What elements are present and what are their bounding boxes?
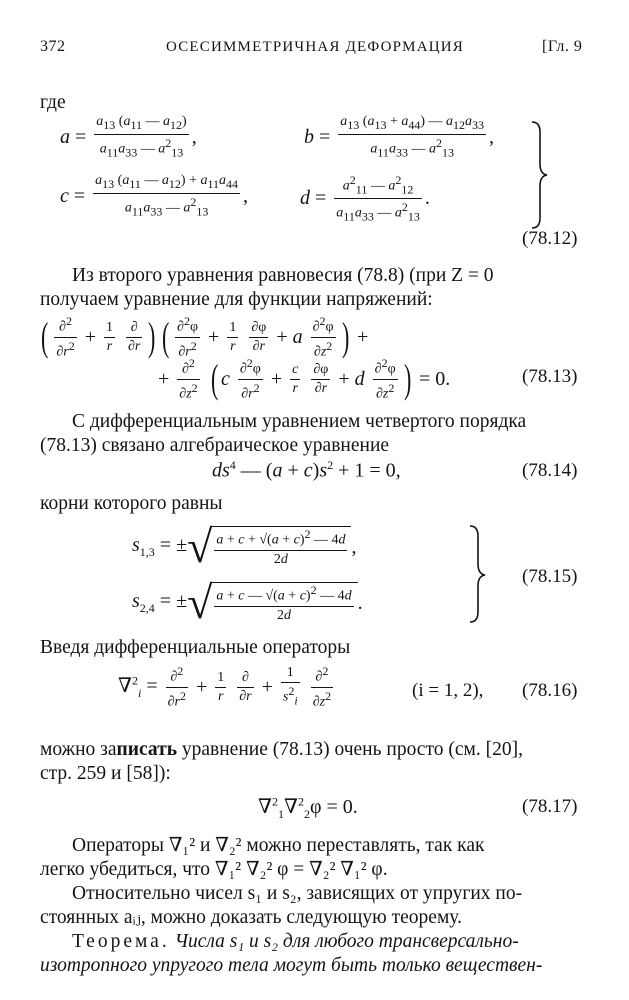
paragraph-line: Операторы ∇₁² и ∇₂² можно переставлять, так как — [72, 835, 485, 856]
right-brace-78-12 — [530, 120, 550, 230]
formula-78-15-s24: $s_{2,4}$ = ±√ $\frac{a + c — √(a + c)^2 — 4d}{2d}$ . — [132, 577, 363, 628]
chapter-label: [Гл. 9 — [542, 38, 583, 55]
formula-78-13-line2: + $\frac{\partial^2}{\partial z^2}$ ( c $\frac{\partial^2\varphi}{\partial r^2}$ + $\frac{c}{r}$ $\frac{\partial\varphi}{\partial r}$ + d $\frac{\partial^2\varphi}{\partial z^2}$ ) = 0. — [158, 356, 451, 402]
running-title: ОСЕСИММЕТРИЧНАЯ ДЕФОРМАЦИЯ — [166, 39, 465, 55]
formula-78-15-s13: $s_{1,3}$ = ±√ $\frac{a + c + √(a + c)^2 — 4d}{2d}$ , — [132, 521, 357, 572]
theorem-label: Теорема. — [72, 931, 170, 952]
theorem-line: изотропного упругого тела могут быть только веществен- — [40, 955, 543, 976]
condition-78-16: (i = 1, 2), — [412, 680, 484, 701]
eq-number-78-13: (78.13) — [522, 366, 578, 387]
formula-d: d = $\frac{a^2_{11} — a^2_{12}}{a_{11}a_{33} — a^2_{13}}$ . — [300, 173, 430, 224]
text-run: уравнение (78.13) очень просто (см. [20], — [177, 739, 523, 760]
formula-78-17: ∇$^2_1$∇$^2_2$φ = 0. — [258, 794, 358, 821]
eq-number-78-17: (78.17) — [522, 796, 578, 817]
eq-number-78-16: (78.16) — [522, 680, 578, 701]
formula-78-13-line1: ( $\frac{\partial^2}{\partial r^2}$ + $\frac{1}{r}$ $\frac{\partial}{\partial r}$ ) ( $\frac{\partial^2\varphi}{\partial r^2}$ + $\frac{1}{r}$ $\frac{\partial\varphi}{\partial r}$ + a $\frac{\partial^2\varphi}{\partial z^2}$ ) + — [40, 314, 369, 360]
paragraph-line — [40, 738, 523, 762]
paragraph-line: (78.13) связано алгебраическое уравнение — [40, 435, 390, 456]
text-run: можно за — [40, 739, 117, 760]
paragraph-line: получаем уравнение для функции напряжений: — [40, 289, 433, 310]
right-brace-78-15 — [468, 524, 488, 624]
paragraph-line: легко убедиться, что ∇₁² ∇₂² φ = ∇₂² ∇₁² φ. — [40, 859, 388, 880]
paragraph-line: С дифференциальным уравнением четвертого порядка — [72, 411, 527, 432]
word-gde: где — [40, 92, 66, 113]
eq-number-78-14: (78.14) — [522, 460, 578, 481]
formula-a: a = $\frac{a_{13} (a_{11} — a_{12})}{a_{11}a_{33} — a^2_{13}}$ , — [60, 114, 197, 160]
eq-number-78-12: (78.12) — [522, 228, 578, 249]
theorem-text: Числа s₁ и s₂ для любого трансверсально- — [174, 931, 519, 952]
text-run-bold: писать — [116, 739, 177, 760]
formula-78-16: ∇$^2_i$ = $\frac{\partial^2}{\partial r^2}$ + $\frac{1}{r}$ $\frac{\partial}{\partial r}$ + $\frac{1}{s^2_i}$ $\frac{\partial^2}{\partial z^2}$ — [118, 664, 332, 710]
page-number: 372 — [40, 38, 66, 55]
paragraph-line: Из второго уравнения равновесия (78.8) (при Z = 0 — [72, 265, 494, 286]
eq-number-78-15: (78.15) — [522, 566, 578, 587]
paragraph-line: стоянных aᵢⱼ, можно доказать следующую теорему. — [40, 907, 462, 928]
formula-c: c = $\frac{a_{13} (a_{11} — a_{12}) + a_{11}a_{44}}{a_{11}a_{33} — a^2_{13}}$ , — [60, 173, 249, 219]
paragraph-line: Относительно чисел s₁ и s₂, зависящих от упругих по- — [72, 883, 523, 904]
formula-b: b = $\frac{a_{13} (a_{13} + a_{44}) — a_{12}a_{33}}{a_{11}a_{33} — a^2_{13}}$ , — [304, 114, 495, 160]
paragraph-line: корни которого равны — [40, 493, 223, 514]
paragraph-line: стр. 259 и [58]): — [40, 763, 171, 784]
formula-78-14: $ds^4$ — $(a + c)s^2 + 1 = 0$, — [212, 458, 401, 482]
theorem-line — [72, 930, 519, 954]
paragraph-line: Введя дифференциальные операторы — [40, 637, 351, 658]
